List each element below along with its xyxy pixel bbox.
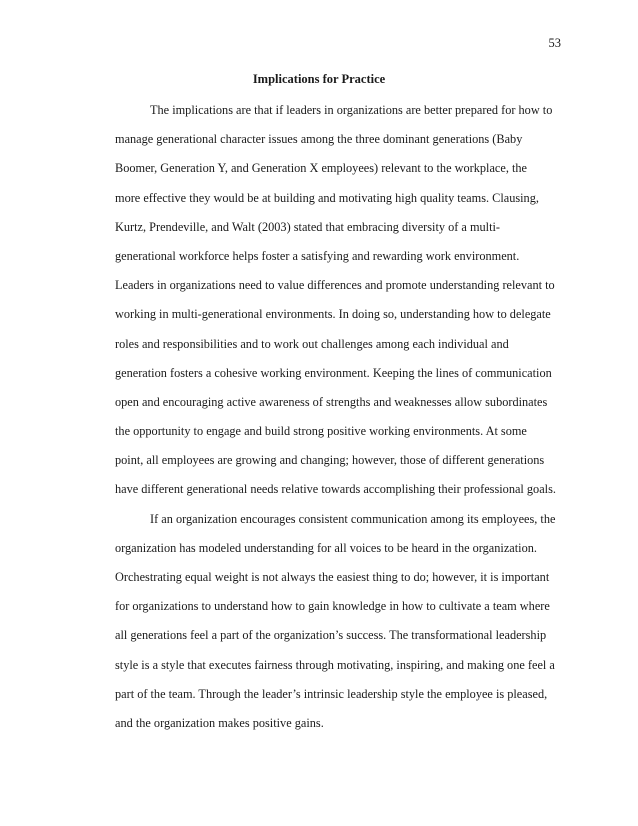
text-line: organization has modeled understanding for all voices to be heard in the organization.: [115, 540, 537, 555]
body-text: [115, 96, 585, 738]
text-line: style is a style that executes fairness through motivating, inspiring, and making one feel a: [115, 657, 555, 672]
text-line: part of the team. Through the leader’s intrinsic leadership style the employee is pleased,: [115, 686, 548, 701]
text-line: point, all employees are growing and changing; however, those of different generations: [115, 453, 545, 468]
text-line: have different generational needs relative towards accomplishing their professional goals.: [115, 482, 556, 497]
text-line: open and encouraging active awareness of strengths and weaknesses allow subordinates: [115, 394, 548, 409]
text-line: and the organization makes positive gains.: [115, 715, 324, 730]
text-line: generation fosters a cohesive working environment. Keeping the lines of communication: [115, 365, 552, 380]
text-line: roles and responsibilities and to work out challenges among each individual and: [115, 336, 509, 351]
page-number: 53: [548, 36, 561, 50]
text-line: the opportunity to engage and build strong positive working environments. At some: [115, 424, 527, 439]
text-line: working in multi-generational environments. In doing so, understanding how to delegate: [115, 307, 551, 322]
text-line: If an organization encourages consistent communication among its employees, the: [150, 511, 556, 526]
text-line: all generations feel a part of the organization’s success. The transformational leadership: [115, 628, 547, 643]
text-line: Leaders in organizations need to value differences and promote understanding relevant to: [115, 278, 555, 293]
text-line: Kurtz, Prendeville, and Walt (2003) stated that embracing diversity of a multi-: [115, 219, 501, 234]
text-line: for organizations to understand how to gain knowledge in how to cultivate a team where: [115, 599, 550, 614]
text-line: The implications are that if leaders in organizations are better prepared for how to: [150, 103, 553, 117]
text-line: Boomer, Generation Y, and Generation X employees) relevant to the workplace, the: [115, 161, 527, 176]
text-line: manage generational character issues among the three dominant generations (Baby: [115, 132, 523, 147]
text-line: generational workforce helps foster a satisfying and rewarding work environment.: [115, 248, 520, 263]
text-line: more effective they would be at building and motivating high quality teams. Clausing,: [115, 190, 539, 205]
text-line: Orchestrating equal weight is not always the easiest thing to do; however, it is important: [115, 570, 550, 584]
section-heading: Implications for Practice: [252, 72, 386, 86]
